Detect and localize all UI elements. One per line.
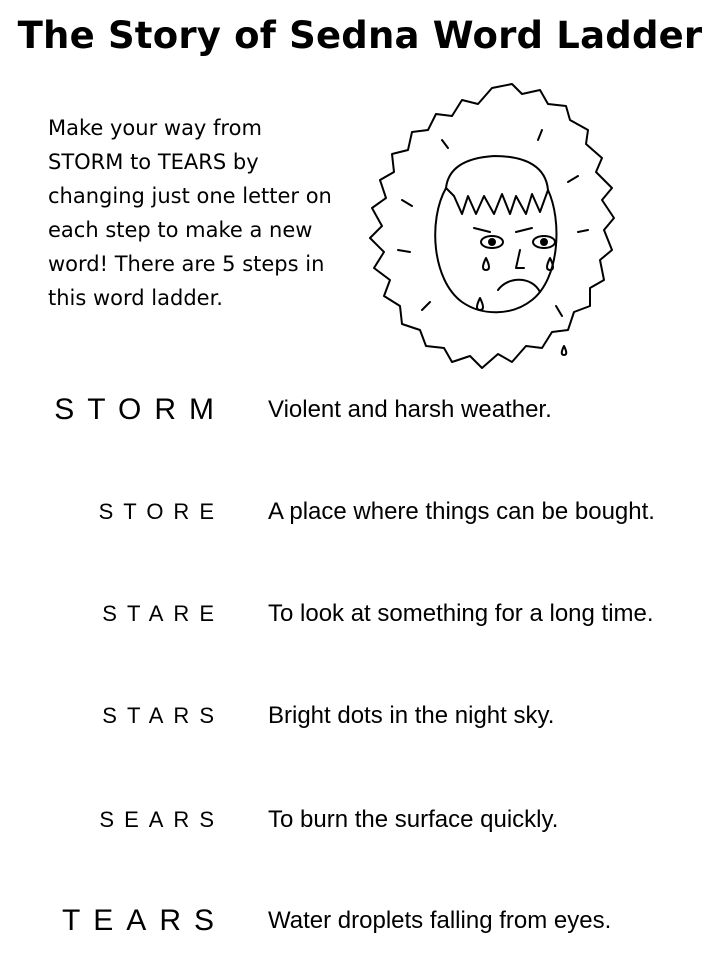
- worksheet-title: The Story of Sedna Word Ladder: [17, 14, 703, 57]
- crying-girl-in-fur-hood-icon: [362, 80, 622, 375]
- ladder-row: [0, 800, 720, 840]
- ladder-word-start: STORM: [54, 393, 227, 426]
- ladder-word-end: TEARS: [61, 904, 227, 937]
- ladder-word: STARS: [102, 703, 224, 728]
- ladder-row: [0, 696, 720, 736]
- ladder-word: SEARS: [99, 807, 224, 832]
- ladder-clue: Water droplets falling from eyes.: [268, 907, 612, 934]
- ladder-row: [0, 594, 720, 634]
- ladder-row: [0, 492, 720, 532]
- ladder-row: [0, 390, 720, 430]
- ladder-row: [0, 901, 720, 941]
- ladder-clue: To look at something for a long time.: [268, 600, 654, 627]
- ladder-clue: Violent and harsh weather.: [268, 396, 552, 423]
- ladder-clue: A place where things can be bought.: [268, 498, 655, 525]
- ladder-clue: Bright dots in the night sky.: [268, 702, 555, 729]
- ladder-clue: To burn the surface quickly.: [268, 806, 559, 833]
- ladder-word: STORE: [98, 499, 224, 524]
- ladder-word: STARE: [102, 601, 224, 626]
- instructions-text: Make your way from STORM to TEARS by changing just one letter on each step to make a new word! There are 5 steps in this word ladder.: [48, 116, 332, 310]
